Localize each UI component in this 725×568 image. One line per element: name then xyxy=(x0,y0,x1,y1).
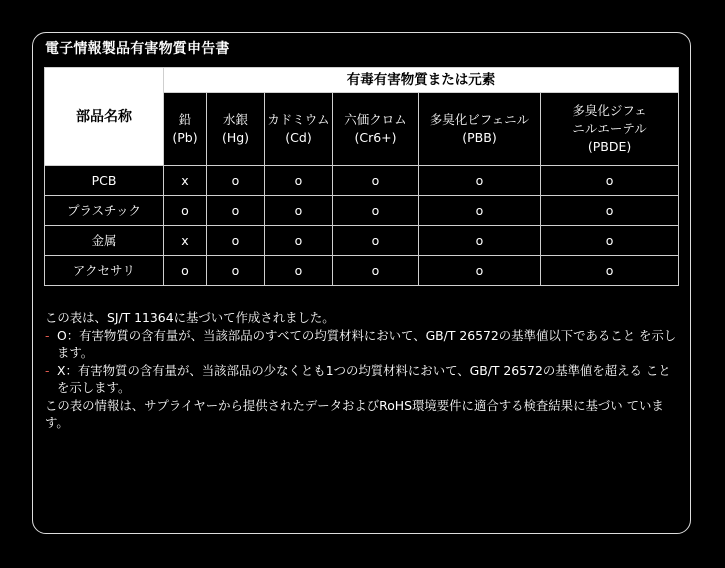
table-cell: o xyxy=(333,226,419,256)
substance-symbol: (Cr6+) xyxy=(354,130,397,145)
table-cell: o xyxy=(207,196,265,226)
table-cell: o xyxy=(207,256,265,286)
table-cell: o xyxy=(333,196,419,226)
notes-section xyxy=(45,309,681,432)
part-name-cell: PCB xyxy=(45,166,164,196)
table-cell: o xyxy=(541,256,679,286)
table-cell: x xyxy=(164,166,207,196)
table-cell: o xyxy=(419,166,541,196)
note-text: O：有害物質の含有量が、当該部品のすべての均質材料において、GB/T 26572の基準値以下であること を示します。 xyxy=(57,327,677,360)
substance-header-pb xyxy=(164,93,207,166)
substance-name: 多臭化ビフェニル xyxy=(429,112,530,127)
table-cell: o xyxy=(265,226,333,256)
table-row xyxy=(45,256,679,286)
part-name-header: 部品名称 xyxy=(45,68,164,166)
substance-name: 水銀 xyxy=(222,112,248,127)
substance-symbol: (PBB) xyxy=(462,130,497,145)
note-o-definition xyxy=(45,327,681,362)
substance-header-cr6 xyxy=(333,93,419,166)
substance-name: 鉛 xyxy=(178,112,192,127)
note-x-definition xyxy=(45,362,681,397)
substance-header-hg xyxy=(207,93,265,166)
table-cell: o xyxy=(419,226,541,256)
table-cell: x xyxy=(164,226,207,256)
table-row xyxy=(45,166,679,196)
table-cell: o xyxy=(265,256,333,286)
table-cell: o xyxy=(164,196,207,226)
bullet-dash: - xyxy=(45,327,50,343)
substance-name: 六価クロム xyxy=(344,112,407,127)
substance-header-pbb xyxy=(419,93,541,166)
substance-header-pbde xyxy=(541,93,679,166)
table-cell: o xyxy=(164,256,207,286)
part-name-cell: プラスチック xyxy=(45,196,164,226)
table-cell: o xyxy=(265,166,333,196)
substance-header-cd xyxy=(265,93,333,166)
table-row xyxy=(45,196,679,226)
bullet-dash: - xyxy=(45,362,50,378)
substance-symbol: (Hg) xyxy=(221,130,250,145)
notes-intro: この表は、SJ/T 11364に基づいて作成されました。 xyxy=(45,310,335,325)
table-cell: o xyxy=(541,196,679,226)
table-cell: o xyxy=(541,166,679,196)
table-row xyxy=(45,226,679,256)
table-cell: o xyxy=(265,196,333,226)
substance-name: 多臭化ジフェ ニルエーテル xyxy=(572,103,647,136)
table-cell: o xyxy=(207,166,265,196)
table-cell: o xyxy=(541,226,679,256)
part-name-cell: アクセサリ xyxy=(45,256,164,286)
substance-symbol: (Pb) xyxy=(172,130,198,145)
notes-footer: この表の情報は、サプライヤーから提供されたデータおよびRoHS環境要件に適合する検査結果に基づい ています。 xyxy=(45,397,664,430)
table-cell: o xyxy=(419,256,541,286)
table-cell: o xyxy=(333,256,419,286)
hazardous-substances-table xyxy=(44,67,679,286)
page-title: 電子情報製品有害物質申告書 xyxy=(45,41,230,57)
substance-symbol: (PBDE) xyxy=(587,139,632,154)
table-cell: o xyxy=(333,166,419,196)
note-text: X：有害物質の含有量が、当該部品の少なくとも1つの均質材料において、GB/T 26572の基準値を超える ことを示します。 xyxy=(57,362,671,395)
part-name-cell: 金属 xyxy=(45,226,164,256)
substance-group-header: 有毒有害物質または元素 xyxy=(164,68,679,93)
substance-name: カドミウム xyxy=(267,112,330,127)
table-cell: o xyxy=(419,196,541,226)
substance-symbol: (Cd) xyxy=(285,130,312,145)
table-cell: o xyxy=(207,226,265,256)
